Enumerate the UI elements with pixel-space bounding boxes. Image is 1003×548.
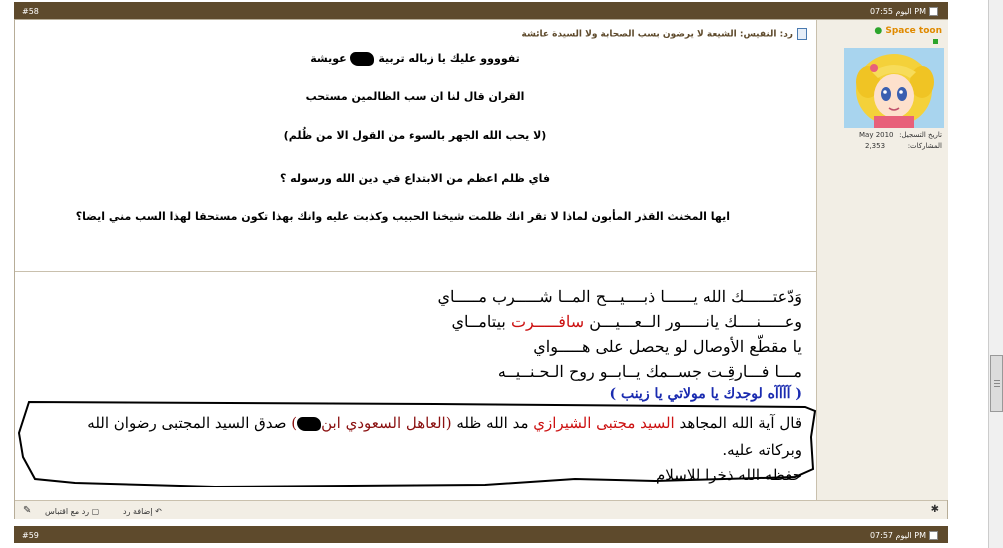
signature-line-5: ( آآآآه لوجدك يا مولاتي يا زينب )	[609, 386, 802, 402]
join-date-value: May 2010	[859, 131, 894, 139]
signature-line-2: وعـــــنــــك يانـــــور الــعـــيـــن سافـــــرت بيتامــاي	[451, 312, 802, 331]
message-line-1: تفوووو عليك يا زباله تربية عويشة	[310, 52, 520, 65]
post-date: اليوم 07:55 PM	[870, 7, 938, 16]
signature-line-1: وَدّعتــــــك الله يــــــا ذبــــيـــح المــا شـــــرب مـــــاي	[437, 287, 802, 306]
message-line-5: ايها المخنث القذر المأبون لماذا لا تقر انك ظلمت شيخنا الحبيب وكذبت عليه وانك بهذا تكون مستحقا لهذا السب مني ايضا؟	[75, 210, 730, 223]
signature-line-7: وبركاته عليه.	[722, 441, 802, 459]
username-link[interactable]: ● Space toon	[874, 26, 942, 36]
message-line-3: (لا يحب الله الجهر بالسوء من القول الا من ظُلم)	[283, 129, 547, 142]
user-avatar	[844, 48, 944, 128]
signature-divider	[15, 271, 816, 272]
quick-reply-icon[interactable]: ✎	[23, 505, 32, 516]
avatar-image	[844, 48, 944, 128]
post-number-link[interactable]: #58	[22, 7, 39, 16]
posts-count-row: المشاركات:	[907, 142, 942, 150]
censor-blob	[297, 417, 321, 431]
message-line-2: القران قال لنا ان سب الظالمين مستحب	[305, 90, 525, 103]
reply-button[interactable]: ↶ إضافة رد	[123, 507, 162, 516]
user-sidebar	[816, 20, 948, 500]
next-post-header-bar	[14, 526, 948, 543]
report-post-icon[interactable]: ✱	[930, 504, 939, 515]
multi-quote-button[interactable]: ▢ رد مع اقتباس	[45, 507, 100, 516]
post-container	[14, 19, 948, 519]
signature-line-3: يا مقطّع الأوصال لو يحصل على هـــــواي	[533, 337, 802, 356]
join-date-row: تاريخ التسجيل:	[899, 131, 942, 139]
post-icon	[797, 28, 807, 40]
post-title: رد: النفيس: الشيعة لا يرضون بسب الصحابة ولا السيدة عائشة	[522, 28, 807, 40]
online-status-icon: ●	[874, 26, 883, 36]
scrollbar-thumb[interactable]	[990, 355, 1003, 412]
next-post-date: اليوم 07:57 PM	[870, 531, 938, 540]
posts-count-value: 2,353	[865, 142, 886, 150]
signature-line-8: حفظه الله ذخرا للاسلام	[656, 466, 802, 484]
signature-line-6: قال آية الله المجاهد السيد مجتبى الشيرازي مد الله ظله (العاهل السعودي ابن) صدق السيد المجتبى رضوان الله	[87, 414, 802, 432]
post-header-bar	[14, 2, 948, 19]
vertical-scrollbar[interactable]	[988, 0, 1003, 548]
signature-line-4: مـــا فـــارقِـت جســمك يــابــو روح الـحـنــيــه	[497, 362, 802, 381]
censor-blob	[350, 52, 374, 66]
post-status-icon	[929, 7, 938, 16]
message-line-4: فاي ظلم اعظم من الابتداع في دين الله ورسوله ؟	[279, 172, 551, 185]
next-post-number-link[interactable]: #59	[22, 531, 39, 540]
reputation-icon	[933, 39, 938, 44]
next-post-status-icon	[929, 531, 938, 540]
post-footer	[15, 500, 947, 519]
